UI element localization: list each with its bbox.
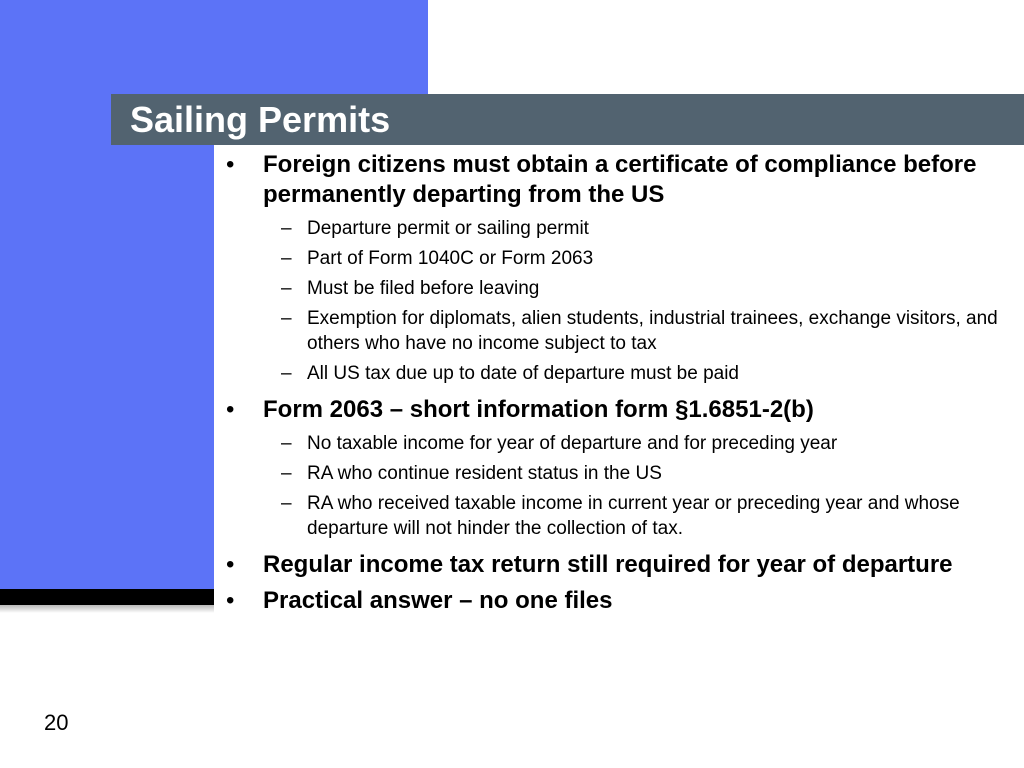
sub-bullet-text: RA who continue resident status in the US <box>307 463 662 484</box>
sub-bullet-text: Part of Form 1040C or Form 2063 <box>307 248 594 269</box>
sub-bullet-text: No taxable income for year of departure and for preceding year <box>307 433 838 454</box>
sub-bullet-list <box>226 431 1016 541</box>
sub-bullet-item <box>226 431 1016 456</box>
sub-bullet-list <box>226 216 1016 386</box>
bullet-item <box>226 395 1016 425</box>
bullet-marker: • <box>226 587 235 614</box>
dash-marker: – <box>281 493 292 514</box>
bullet-text: Practical answer – no one files <box>263 587 613 614</box>
decorative-shadow <box>0 605 214 613</box>
slide-title: Sailing Permits <box>130 99 391 140</box>
dash-marker: – <box>281 463 292 484</box>
bullet-item <box>226 550 1016 580</box>
dash-marker: – <box>281 248 292 269</box>
bullet-marker: • <box>226 151 235 178</box>
dash-marker: – <box>281 308 292 329</box>
bullet-item <box>226 150 1016 210</box>
sub-bullet-item <box>226 216 1016 241</box>
bullet-marker: • <box>226 396 235 423</box>
bullet-marker: • <box>226 551 235 578</box>
sub-bullet-item <box>226 306 1016 356</box>
page-number: 20 <box>44 710 69 735</box>
bullet-text: Regular income tax return still required for year of departure <box>263 551 953 578</box>
dash-marker: – <box>281 433 292 454</box>
sub-bullet-item <box>226 276 1016 301</box>
dash-marker: – <box>281 218 292 239</box>
sub-bullet-item <box>226 461 1016 486</box>
dash-marker: – <box>281 363 292 384</box>
bullet-item <box>226 586 1016 616</box>
decorative-black-bar <box>0 589 214 605</box>
sub-bullet-text: Must be filed before leaving <box>307 278 540 299</box>
sub-bullet-text: All US tax due up to date of departure must be paid <box>307 363 739 384</box>
dash-marker: – <box>281 278 292 299</box>
bullet-text: Foreign citizens must obtain a certificate of compliance before permanently departing from the US <box>263 151 977 208</box>
sub-bullet-text: Exemption for diplomats, alien students, industrial trainees, exchange visitors, and others who have no income subject to tax <box>307 308 998 354</box>
bullet-text: Form 2063 – short information form §1.6851-2(b) <box>263 396 814 423</box>
bullet-list <box>226 150 1016 622</box>
sub-bullet-text: RA who received taxable income in current year or preceding year and whose departure will not hinder the collection of tax. <box>307 493 960 539</box>
sub-bullet-item <box>226 491 1016 541</box>
sub-bullet-item <box>226 361 1016 386</box>
sub-bullet-item <box>226 246 1016 271</box>
sub-bullet-text: Departure permit or sailing permit <box>307 218 589 239</box>
